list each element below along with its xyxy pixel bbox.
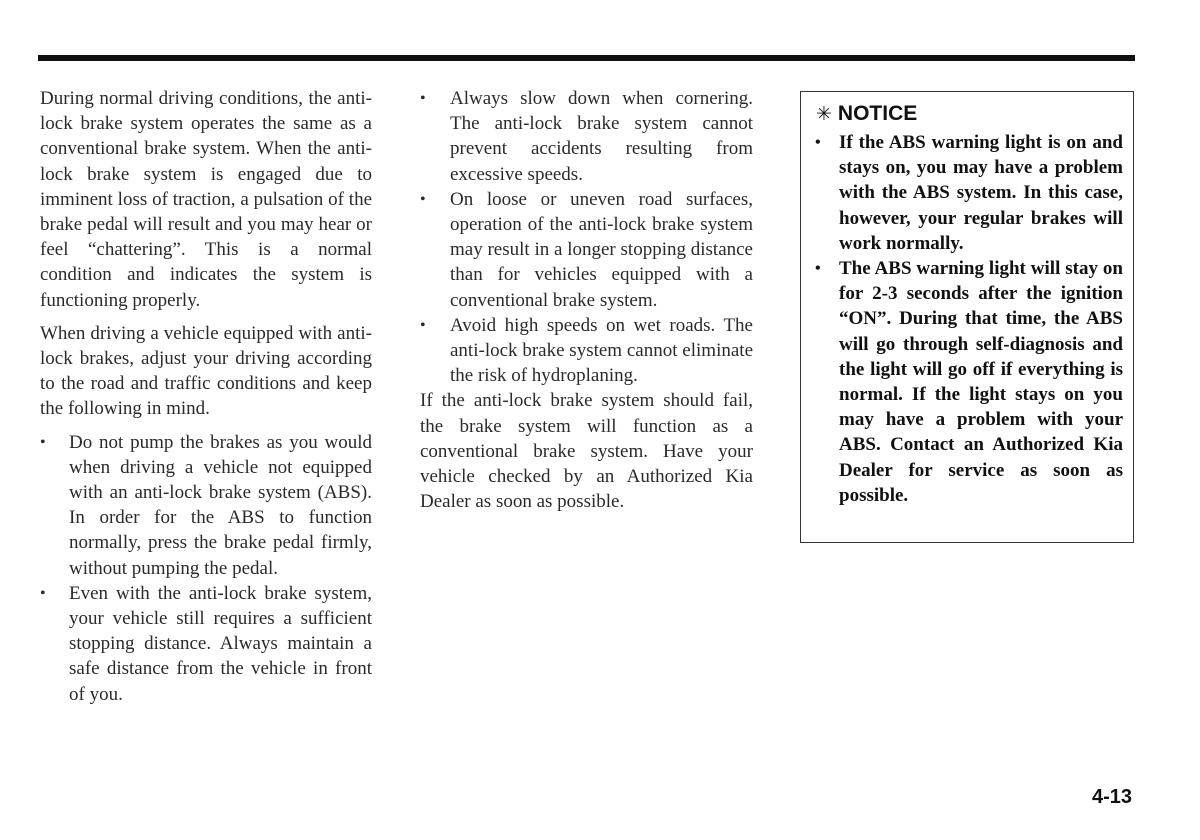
- middle-bullet-list: [420, 86, 753, 388]
- paragraph-abs-failure: If the anti-lock brake system should fail, the brake system will function as a conventional brake system. Have your vehicle checked by an Authorized Kia Dealer as soon as possible.: [420, 390, 753, 513]
- list-item: • Avoid high speeds on wet roads. The anti-lock brake system cannot eliminate the risk of hydroplaning.: [420, 313, 753, 389]
- left-column: [40, 86, 372, 707]
- notice-title: NOTICE: [837, 102, 918, 125]
- paragraph-driving-advice: When driving a vehicle equipped with anti-lock brakes, adjust your driving according to the road and traffic conditions and keep the following in mind.: [40, 322, 372, 420]
- left-bullet-list: [40, 430, 372, 707]
- page-number: 4-13: [1092, 786, 1133, 808]
- notice-header: [816, 102, 917, 126]
- notice-bullet-list: [815, 130, 1123, 508]
- list-item: • Do not pump the brakes as you would when driving a vehicle not equipped with an anti-lock brake system (ABS). In order for the ABS to function normally, press the brake pedal firmly, without pumping the pedal.: [40, 430, 372, 581]
- list-item: • Always slow down when cornering. The anti-lock brake system cannot prevent accidents resulting from excessive speeds.: [420, 86, 753, 187]
- list-item: • If the ABS warning light is on and stays on, you may have a problem with the ABS system. In this case, however, your regular brakes will work normally.: [815, 130, 1123, 256]
- list-item: • Even with the anti-lock brake system, your vehicle still requires a sufficient stopping distance. Always maintain a safe distance from the vehicle in front of you.: [40, 581, 372, 707]
- top-rule: [38, 55, 1135, 61]
- list-item: • The ABS warning light will stay on for 2-3 seconds after the ignition “ON”. During that time, the ABS will go through self-diagnosis and the light will go off if everything is normal. If the light stays on you may have a problem with your ABS. Contact an Authorized Kia Dealer for service as soon as possible.: [815, 256, 1123, 508]
- notice-box: [800, 91, 1134, 543]
- middle-column: [420, 86, 753, 522]
- notice-body: [815, 130, 1123, 508]
- paragraph-normal-operation: During normal driving conditions, the anti-lock brake system operates the same as a conventional brake system. When the anti-lock brake system is engaged due to imminent loss of traction, a pulsation of the brake pedal will result and you may hear or feel “chattering”. This is a normal condition and indicates the system is functioning properly.: [40, 88, 372, 311]
- notice-asterisk-icon: ✳: [816, 103, 832, 125]
- list-item: • On loose or uneven road surfaces, operation of the anti-lock brake system may result in a longer stopping distance than for vehicles equipped with a conventional brake system.: [420, 187, 753, 313]
